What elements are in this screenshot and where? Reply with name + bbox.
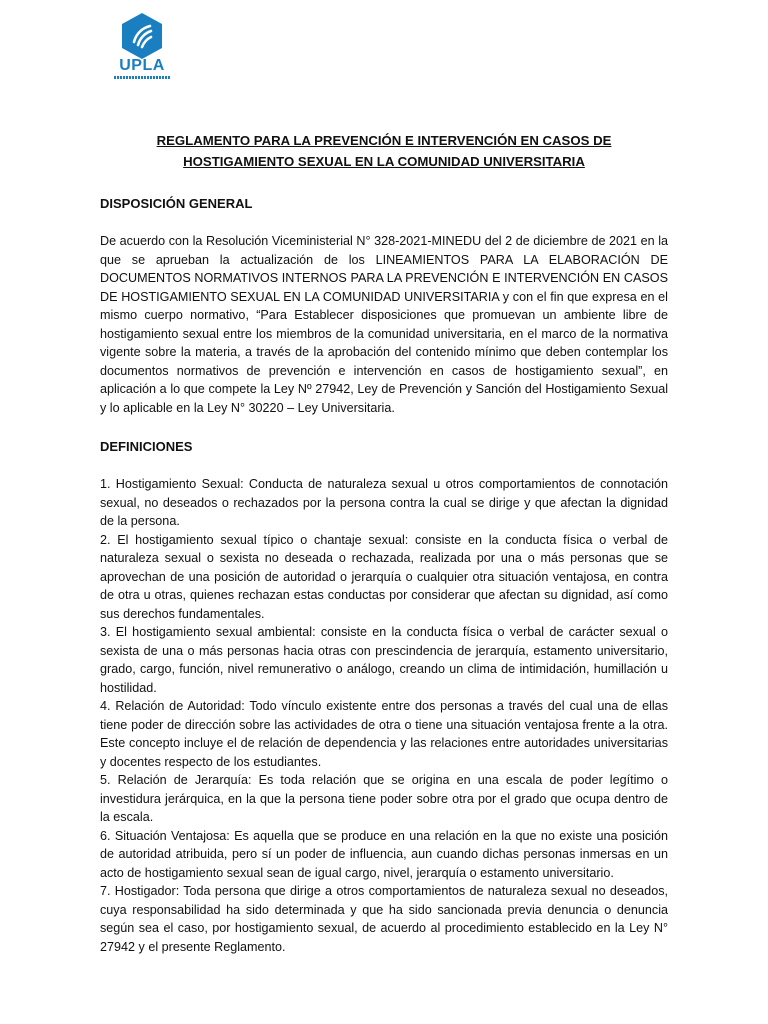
upla-hexagon-icon — [120, 12, 164, 60]
section-heading-definiciones: DEFINICIONES — [100, 439, 193, 454]
logo-text: UPLA — [119, 57, 165, 74]
logo-tagline — [114, 76, 170, 79]
definition-item: 2. El hostigamiento sexual típico o chantaje sexual: consiste en la conducta física o verbal de naturaleza sexual o sexista no deseada o rechazada, realizada por una o más personas que se aprovechan de una posición de autoridad o jerarquía o cualquier otra situación ventajosa, en contra de otra u otras, quienes rechazan estas conductas por considerar que afectan su dignidad, así como sus derechos fundamentales. — [100, 532, 668, 621]
title-line-2: HOSTIGAMIENTO SEXUAL EN LA COMUNIDAD UNIVERSITARIA — [183, 154, 585, 169]
definition-item: 7. Hostigador: Toda persona que dirige a otros comportamientos de naturaleza sexual no deseados, cuya responsabilidad ha sido determinada y que ha sido sancionada previa denuncia o denuncia según sea el caso, por hostigamiento sexual, de acuerdo al procedimiento establecido en la Ley N° 27942 y el presente Reglamento. — [100, 884, 668, 954]
definition-item: 6. Situación Ventajosa: Es aquella que se produce en una relación en la que no existe una posición de autoridad atribuida, pero sí un poder de influencia, aun cuando dichas personas inmersas en un acto de hostigamiento sexual sean de igual cargo, nivel, jerarquía o estamento universitario. — [100, 828, 668, 880]
definition-item: 1. Hostigamiento Sexual: Conducta de naturaleza sexual u otros comportamientos de connotación sexual, no deseados o rechazados por la persona contra la cual se dirige y que afectan la dignidad de la persona. — [100, 477, 668, 528]
document-title — [100, 130, 668, 172]
definition-item: 5. Relación de Jerarquía: Es toda relación que se origina en una escala de poder legítimo o investidura jerárquica, en la que la persona tiene poder sobre otra por el grado que ocupa dentro de la escala. — [100, 773, 668, 824]
intro-paragraph: De acuerdo con la Resolución Viceministerial N° 328-2021-MINEDU del 2 de diciembre de 2021 en la que se aprueban la actualización de los LINEAMIENTOS PARA LA ELABORACIÓN DE DOCUMENTOS NORMATIVOS INTERNOS PARA LA PREVENCIÓN E INTERVENCIÓN EN CASOS DE HOSTIGAMIENTO SEXUAL EN LA COMUNIDAD UNIVERSITARIA y con el fin que expresa en el mismo cuerpo normativo, “Para Establecer disposiciones que promuevan un ambiente libre de hostigamiento sexual entre los miembros de la comunidad universitaria, en el marco de la normativa vigente sobre la materia, a través de la aprobación del contenido mínimo que deben contemplar los documentos normativos de prevención e intervención en casos de hostigamiento sexual”, en aplicación a lo que compete la Ley Nº 27942, Ley de Prevención y Sanción del Hostigamiento Sexual y lo aplicable en la Ley N° 30220 – Ley Universitaria. — [100, 234, 668, 415]
upla-logo — [112, 12, 172, 78]
title-line-1: REGLAMENTO PARA LA PREVENCIÓN E INTERVENCIÓN EN CASOS DE — [156, 133, 612, 148]
definition-item: 3. El hostigamiento sexual ambiental: consiste en la conducta física o verbal de carácter sexual o sexista de una o más personas hacia otras con prescindencia de jerarquía, estamento universitario, grado, cargo, función, nivel remunerativo o análogo, creando un clima de intimidación, humillación u hostilidad. — [100, 625, 668, 695]
definitions-list — [100, 475, 668, 956]
section-heading-disposicion: DISPOSICIÓN GENERAL — [100, 196, 253, 211]
definition-item: 4. Relación de Autoridad: Todo vínculo existente entre dos personas a través del cual una de ellas tiene poder de dirección sobre las actividades de otra o tiene una situación ventajosa frente a la otra. Este concepto incluye el de relación de dependencia y las relaciones entre autoridades universitarias y docentes respecto de los estudiantes. — [100, 699, 668, 769]
